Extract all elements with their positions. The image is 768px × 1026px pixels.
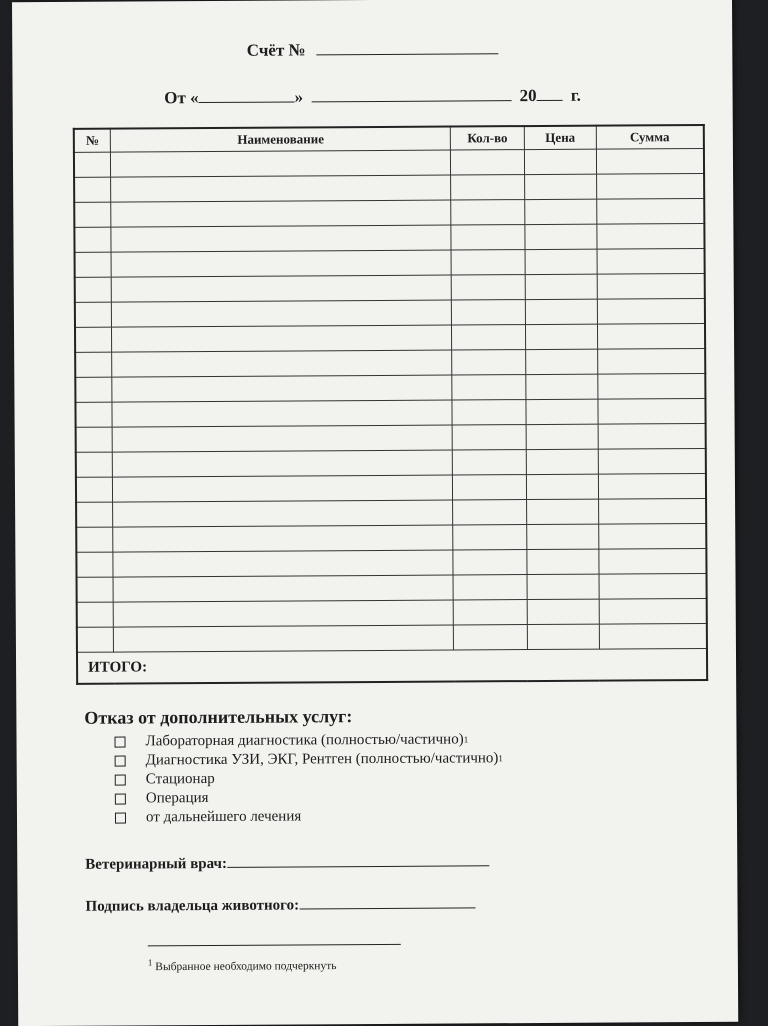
table-cell[interactable] — [74, 177, 111, 202]
table-cell[interactable] — [75, 277, 112, 302]
table-row — [76, 498, 706, 527]
table-cell[interactable] — [452, 450, 526, 475]
table-cell[interactable] — [597, 248, 705, 274]
table-cell[interactable] — [112, 425, 452, 452]
column-header-name: Наименование — [111, 127, 451, 153]
table-cell[interactable] — [526, 399, 598, 424]
footnote-mark: 1 — [147, 957, 153, 968]
checkbox-lab[interactable] — [114, 737, 125, 748]
table-cell[interactable] — [526, 474, 598, 499]
table-cell[interactable] — [525, 174, 597, 199]
table-cell[interactable] — [451, 200, 525, 225]
table-cell[interactable] — [526, 349, 598, 374]
table-cell[interactable] — [599, 598, 707, 624]
table-cell[interactable] — [525, 224, 597, 249]
table-cell[interactable] — [452, 425, 526, 450]
column-header-price: Цена — [524, 126, 596, 150]
owner-signature — [85, 891, 475, 915]
table-cell[interactable] — [74, 202, 111, 227]
table-cell[interactable] — [451, 175, 525, 200]
table-cell[interactable] — [113, 500, 453, 527]
checkbox-diagnostics[interactable] — [115, 756, 126, 767]
year-field[interactable] — [537, 84, 563, 101]
refusal-heading: Отказ от дополнительных услуг: — [84, 706, 353, 728]
table-cell[interactable] — [597, 298, 705, 324]
table-cell[interactable] — [525, 324, 597, 349]
table-cell[interactable] — [451, 250, 525, 275]
table-body — [74, 148, 707, 652]
table-cell[interactable] — [598, 373, 706, 399]
table-cell[interactable] — [453, 500, 527, 525]
table-cell[interactable] — [597, 273, 705, 299]
table-row — [75, 398, 705, 427]
table-cell[interactable] — [75, 377, 112, 402]
day-field[interactable] — [199, 85, 295, 103]
refusal-option-lab — [114, 730, 502, 751]
table-cell[interactable] — [598, 498, 706, 524]
refusal-option-surgery — [115, 787, 503, 808]
footnote-divider — [148, 944, 401, 947]
table-row — [77, 623, 707, 652]
table-cell[interactable] — [451, 225, 525, 250]
vet-signature-field[interactable] — [227, 849, 489, 868]
table-cell[interactable] — [525, 299, 597, 324]
table-cell[interactable] — [77, 627, 114, 652]
table-cell[interactable] — [453, 600, 527, 625]
table-cell[interactable] — [113, 525, 453, 552]
table-cell[interactable] — [113, 450, 453, 477]
invoice-date — [13, 83, 733, 109]
refusal-option-treatment — [115, 806, 503, 827]
table-cell[interactable] — [526, 449, 598, 474]
checkbox-treatment[interactable] — [115, 813, 126, 824]
table-cell[interactable] — [527, 499, 599, 524]
table-cell[interactable] — [527, 574, 599, 599]
table-cell[interactable] — [75, 402, 112, 427]
table-cell[interactable] — [77, 602, 114, 627]
table-cell[interactable] — [525, 249, 597, 274]
option-label: Лабораторная диагностика (полностью/частично) — [145, 731, 464, 750]
table-cell[interactable] — [111, 200, 451, 227]
owner-label: Подпись владельца животного: — [85, 897, 300, 915]
option-label: Стационар — [145, 770, 215, 788]
table-row — [77, 598, 707, 627]
table-cell[interactable] — [453, 475, 527, 500]
table-cell[interactable] — [451, 150, 525, 175]
footnote-mark: 1 — [498, 753, 503, 764]
invoice-form — [12, 0, 738, 1026]
table-cell[interactable] — [112, 350, 452, 377]
table-cell[interactable] — [599, 623, 707, 649]
table-cell[interactable] — [526, 424, 598, 449]
table-cell[interactable] — [451, 275, 525, 300]
invoice-number-field[interactable] — [316, 37, 498, 55]
total-label: ИТОГО: — [77, 648, 707, 683]
table-cell[interactable] — [112, 375, 452, 402]
table-cell[interactable] — [75, 352, 112, 377]
table-cell[interactable] — [76, 452, 113, 477]
table-cell[interactable] — [527, 599, 599, 624]
table-cell[interactable] — [597, 323, 705, 349]
table-cell[interactable] — [597, 223, 705, 249]
footnote-mark: 1 — [463, 734, 469, 745]
table-cell[interactable] — [598, 523, 706, 549]
table-cell[interactable] — [527, 524, 599, 549]
table-cell[interactable] — [452, 400, 526, 425]
table-cell[interactable] — [114, 625, 454, 652]
table-cell[interactable] — [77, 577, 114, 602]
table-row — [76, 548, 706, 577]
table-cell[interactable] — [453, 575, 527, 600]
total-row — [77, 648, 707, 683]
table-cell[interactable] — [452, 350, 526, 375]
table-row — [75, 273, 705, 302]
table-cell[interactable] — [75, 252, 112, 277]
footnote-text: Выбранное необходимо подчеркнуть — [155, 960, 337, 974]
table-cell[interactable] — [598, 473, 706, 499]
vet-label: Ветеринарный врач: — [85, 855, 228, 873]
table-cell[interactable] — [111, 250, 451, 277]
table-row — [75, 298, 705, 327]
table-cell[interactable] — [112, 400, 452, 427]
date-mid: » — [294, 87, 304, 107]
table-row — [77, 573, 707, 602]
table-row — [75, 373, 705, 402]
table-cell[interactable] — [112, 300, 452, 327]
table-cell[interactable] — [113, 550, 453, 577]
table-cell[interactable] — [599, 548, 707, 574]
table-cell[interactable] — [454, 625, 528, 650]
checkbox-surgery[interactable] — [115, 794, 126, 805]
refusal-options — [84, 730, 503, 828]
table-cell[interactable] — [113, 575, 453, 602]
column-header-quantity: Кол-во — [450, 126, 524, 150]
table-cell[interactable] — [74, 152, 111, 177]
table-cell[interactable] — [76, 527, 113, 552]
table-cell[interactable] — [111, 225, 451, 252]
table-row — [76, 448, 706, 477]
table-cell[interactable] — [112, 275, 452, 302]
table-cell[interactable] — [527, 624, 599, 649]
table-cell[interactable] — [76, 477, 113, 502]
table-cell[interactable] — [526, 374, 598, 399]
column-header-number: № — [74, 129, 111, 153]
table-cell[interactable] — [597, 348, 705, 374]
table-cell[interactable] — [75, 327, 112, 352]
vet-signature — [85, 849, 489, 873]
option-label: Операция — [145, 790, 209, 807]
refusal-option-hospital — [115, 768, 503, 789]
table-cell[interactable] — [76, 502, 113, 527]
refusal-option-diagnostics — [115, 749, 503, 770]
table-cell[interactable] — [76, 427, 113, 452]
table-cell[interactable] — [114, 600, 454, 627]
table-row — [74, 173, 704, 202]
table-row — [76, 423, 706, 452]
table-row — [76, 523, 706, 552]
table-cell[interactable] — [113, 475, 453, 502]
table-cell[interactable] — [525, 199, 597, 224]
year-prefix: 20 — [519, 85, 537, 106]
table-cell[interactable] — [524, 149, 596, 174]
table-cell[interactable] — [598, 448, 706, 474]
table-cell[interactable] — [76, 552, 113, 577]
column-header-sum: Сумма — [596, 125, 704, 149]
table-cell[interactable] — [74, 227, 111, 252]
table-cell[interactable] — [599, 573, 707, 599]
date-prefix: От « — [164, 88, 199, 108]
owner-signature-field[interactable] — [299, 891, 475, 909]
table-cell[interactable] — [111, 150, 451, 177]
footnote — [148, 956, 337, 973]
table-row — [74, 148, 704, 177]
table-cell[interactable] — [452, 375, 526, 400]
table-cell[interactable] — [453, 525, 527, 550]
table-cell[interactable] — [111, 175, 451, 202]
table-cell[interactable] — [596, 173, 704, 199]
table-cell[interactable] — [597, 198, 705, 224]
table-cell[interactable] — [596, 148, 704, 174]
table-row — [75, 323, 705, 352]
invoice-title-label: Счёт № — [246, 40, 306, 60]
table-cell[interactable] — [598, 398, 706, 424]
table-row — [76, 473, 706, 502]
table-cell[interactable] — [598, 423, 706, 449]
table-row — [75, 348, 705, 377]
checkbox-hospital[interactable] — [115, 775, 126, 786]
table-cell[interactable] — [452, 300, 526, 325]
invoice-title — [12, 36, 732, 62]
table-cell[interactable] — [112, 325, 452, 352]
option-label: Диагностика УЗИ, ЭКГ, Рентген (полностью/частично) — [145, 750, 499, 769]
refusal-section — [84, 705, 503, 828]
year-suffix: г. — [570, 85, 581, 105]
table-cell[interactable] — [75, 302, 112, 327]
table-row — [75, 248, 705, 277]
table-cell[interactable] — [452, 325, 526, 350]
items-table — [73, 124, 708, 685]
option-label: от дальнейшего лечения — [145, 808, 302, 826]
table-row — [74, 223, 704, 252]
table-cell[interactable] — [527, 549, 599, 574]
table-cell[interactable] — [453, 550, 527, 575]
table-cell[interactable] — [525, 274, 597, 299]
table-row — [74, 198, 704, 227]
month-field[interactable] — [311, 84, 511, 102]
